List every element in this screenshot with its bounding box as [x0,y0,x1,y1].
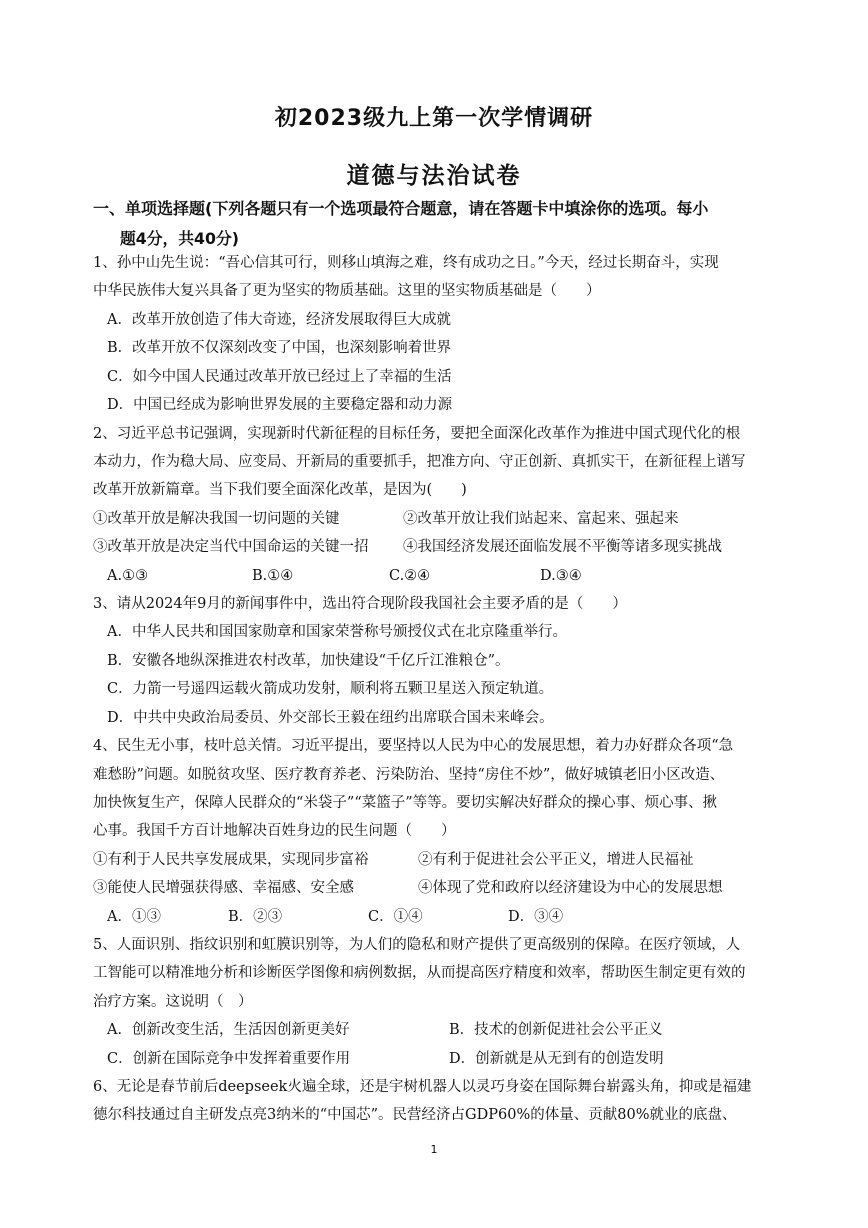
q2-statement-3: ③改革开放是决定当代中国命运的关键一招 [93,539,369,555]
q4-statement-3: ③能使人民增强获得感、幸福感、安全感 [93,880,354,896]
q2-option-a: A.①③ [107,568,149,584]
q4-statement-1: ①有利于人民共享发展成果，实现同步富裕 [93,852,369,868]
q4-stem-line2: 难愁盼”问题。如脱贫攻坚、医疗教育养老、污染防治、坚持“房住不炒”，做好城镇老旧小区改造、 [93,767,725,783]
exam-title: 初2023级九上第一次学情调研 [274,106,594,131]
q4-stem-line4: 心事。我国千方百计地解决百姓身边的民生问题（ ） [93,823,456,839]
q4-option-a: A．①③ [107,909,161,925]
section-heading-line1: 一、单项选择题(下列各题只有一个选项最符合题意，请在答题卡中填涂你的选项。每小 [93,199,709,218]
q6-stem-line1: 6、无论是春节前后deepseek火遍全球，还是宇树机器人以灵巧身姿在国际舞台崭露头角，抑或是福建 [93,1079,752,1095]
q5-option-c: C．创新在国际竞争中发挥着重要作用 [107,1051,351,1067]
q2-stem-line3: 改革开放新篇章。当下我们要全面深化改革，是因为( ) [93,482,467,498]
q2-option-d: D.③④ [540,568,582,584]
q2-statement-1: ①改革开放是解决我国一切问题的关键 [93,511,340,527]
q2-stem-line2: 本动力，作为稳大局、应变局、开新局的重要抓手，把准方向、守正创新、真抓实干，在新征程上谱写 [93,454,746,470]
q5-option-d: D．创新就是从无到有的创造发明 [449,1051,664,1067]
q2-statement-2: ②改革开放让我们站起来、富起来、强起来 [403,511,679,527]
exam-subject-title: 道德与法治试卷 [346,163,522,189]
q5-option-b: B．技术的创新促进社会公平正义 [449,1022,663,1038]
q3-stem-line1: 3、请从2024年9月的新闻事件中，选出符合现阶段我国社会主要矛盾的是（ ） [93,596,627,612]
q4-option-c: C．①④ [368,909,423,925]
section-heading [93,194,793,254]
q2-option-c: C.②④ [389,568,431,584]
q3-option-b: B．安徽各地纵深推进农村改革，加快建设“千亿斤江淮粮仓”。 [107,653,510,669]
q6-stem-line2: 德尔科技通过自主研发点亮3纳米的“中国芯”。民营经济占GDP60%的体量、贡献80%就业的底盘、 [93,1107,737,1123]
section-heading-line2: 题4分，共40分) [120,229,239,248]
q4-stem-line3: 加快恢复生产，保障人民群众的“米袋子”“菜篮子”等等。要切实解决好群众的操心事、烦心事、揪 [93,795,718,811]
q5-stem-line2: 工智能可以精准地分析和诊断医学图像和病例数据，从而提高医疗精度和效率，帮助医生制定更有效的 [93,965,746,981]
q4-option-d: D．③④ [508,909,564,925]
q1-option-a: A．改革开放创造了伟大奇迹，经济发展取得巨大成就 [107,312,451,328]
q3-option-c: C．力箭一号遥四运载火箭成功发射，顺利将五颗卫星送入预定轨道。 [107,681,554,697]
q5-stem-line3: 治疗方案。这说明（ ） [93,994,253,1010]
q1-stem-line1: 1、孙中山先生说：“吾心信其可行，则移山填海之难，终有成功之日。”今天，经过长期奋斗，实现 [93,255,719,271]
q2-stem-line1: 2、习近平总书记强调，实现新时代新征程的目标任务，要把全面深化改革作为推进中国式现代化的根 [93,426,741,442]
q2-statement-4: ④我国经济发展还面临发展不平衡等诸多现实挑战 [403,539,722,555]
q5-option-a: A．创新改变生活，生活因创新更美好 [107,1022,350,1038]
q4-option-b: B．②③ [228,909,283,925]
q4-statement-2: ②有利于促进社会公平正义，增进人民福祉 [418,852,694,868]
q5-stem-line1: 5、人面识别、指纹识别和虹膜识别等，为人们的隐私和财产提供了更高级别的保障。在医疗领域，人 [93,937,741,953]
q1-option-d: D．中国已经成为影响世界发展的主要稳定器和动力源 [107,397,453,413]
q1-stem-line2: 中华民族伟大复兴具备了更为坚实的物质基础。这里的坚实物质基础是（ ） [93,283,601,299]
q3-option-a: A．中华人民共和国国家勋章和国家荣誉称号颁授仪式在北京隆重举行。 [107,624,567,640]
q4-stem-line1: 4、民生无小事，枝叶总关情。习近平提出，要坚持以人民为中心的发展思想，着力办好群众各项“急 [93,738,734,754]
q4-statement-4: ④体现了党和政府以经济建设为中心的发展思想 [418,880,723,896]
q1-option-c: C．如今中国人民通过改革开放已经过上了幸福的生活 [107,369,452,385]
q3-option-d: D．中共中央政治局委员、外交部长王毅在纽约出席联合国未来峰会。 [107,710,554,726]
q1-option-b: B．改革开放不仅深刻改变了中国，也深刻影响着世界 [107,340,452,356]
q2-option-b: B.①④ [252,568,294,584]
page-number: 1 [430,1143,438,1156]
